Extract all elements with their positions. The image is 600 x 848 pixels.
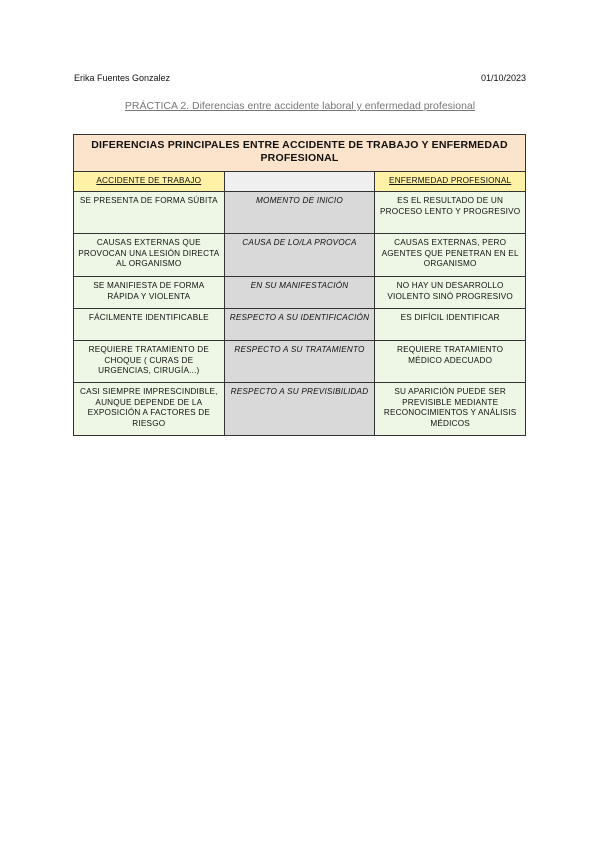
cell-criteria: MOMENTO DE INICIO (224, 192, 375, 234)
cell-accidente: FÁCILMENTE IDENTIFICABLE (74, 309, 225, 341)
cell-enfermedad: NO HAY UN DESARROLLO VIOLENTO SINÓ PROGRESIVO (375, 277, 526, 309)
cell-criteria: RESPECTO A SU IDENTIFICACIÓN (224, 309, 375, 341)
differences-table (73, 134, 526, 436)
cell-accidente: REQUIERE TRATAMIENTO DE CHOQUE ( CURAS DE URGENCIAS, CIRUGÍA...) (74, 341, 225, 383)
cell-accidente: SE PRESENTA DE FORMA SÚBITA (74, 192, 225, 234)
cell-enfermedad: ES EL RESULTADO DE UN PROCESO LENTO Y PROGRESIVO (375, 192, 526, 234)
cell-criteria: EN SU MANIFESTACIÓN (224, 277, 375, 309)
column-header-accidente: ACCIDENTE DE TRABAJO (74, 172, 225, 192)
document-date: 01/10/2023 (480, 73, 526, 83)
cell-accidente: CAUSAS EXTERNAS QUE PROVOCAN UNA LESIÓN DIRECTA AL ORGANISMO (74, 234, 225, 277)
table-row (74, 341, 526, 383)
cell-criteria: CAUSA DE LO/LA PROVOCA (224, 234, 375, 277)
column-header-enfermedad: ENFERMEDAD PROFESIONAL (375, 172, 526, 192)
cell-accidente: SE MANIFIESTA DE FORMA RÁPIDA Y VIOLENTA (74, 277, 225, 309)
document-subtitle: PRÁCTICA 2. Diferencias entre accidente laboral y enfermedad profesional (124, 100, 476, 112)
cell-enfermedad: CAUSAS EXTERNAS, PERO AGENTES QUE PENETRAN EN EL ORGANISMO (375, 234, 526, 277)
table-row (74, 309, 526, 341)
cell-enfermedad: SU APARICIÓN PUEDE SER PREVISIBLE MEDIANTE RECONOCIMIENTOS Y ANÁLISIS MÉDICOS (375, 383, 526, 436)
table-row (74, 192, 526, 234)
table-title: DIFERENCIAS PRINCIPALES ENTRE ACCIDENTE DE TRABAJO Y ENFERMEDAD PROFESIONAL (74, 135, 526, 172)
table-row (74, 383, 526, 436)
cell-enfermedad: ES DIFÍCIL IDENTIFICAR (375, 309, 526, 341)
cell-accidente: CASI SIEMPRE IMPRESCINDIBLE, AUNQUE DEPENDE DE LA EXPOSICIÓN A FACTORES DE RIESGO (74, 383, 225, 436)
table-row (74, 234, 526, 277)
column-header-criteria (224, 172, 375, 192)
cell-criteria: RESPECTO A SU TRATAMIENTO (224, 341, 375, 383)
table-row (74, 277, 526, 309)
cell-enfermedad: REQUIERE TRATAMIENTO MÉDICO ADECUADO (375, 341, 526, 383)
author-name: Erika Fuentes Gonzalez (74, 73, 171, 83)
cell-criteria: RESPECTO A SU PREVISIBILIDAD (224, 383, 375, 436)
